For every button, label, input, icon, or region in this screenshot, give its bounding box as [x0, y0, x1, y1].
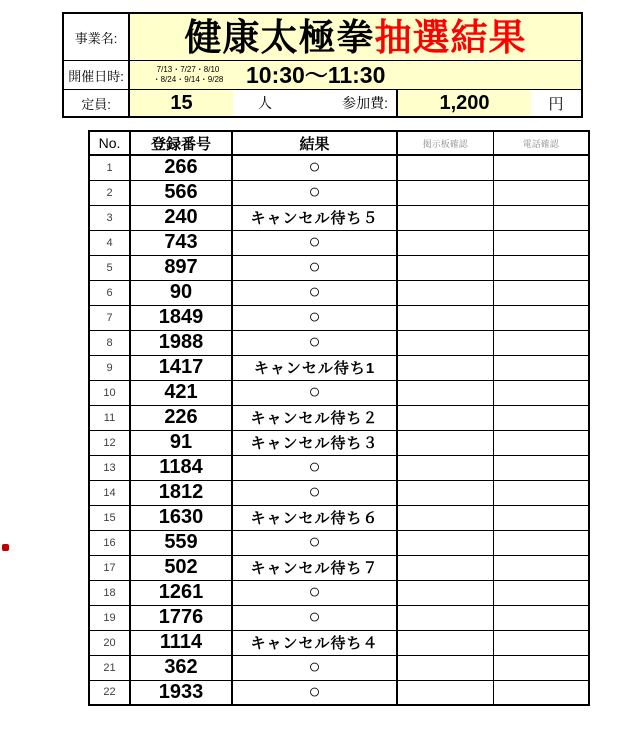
capacity-value: 15 — [130, 90, 233, 116]
result-cell: ○ — [232, 305, 397, 330]
phone-check-cell — [493, 430, 589, 455]
result-cell: ○ — [232, 230, 397, 255]
board-check-cell — [397, 255, 493, 280]
table-row — [89, 280, 589, 305]
row-number-cell: 1 — [89, 155, 130, 180]
row-number-cell: 12 — [89, 430, 130, 455]
row-number-cell: 11 — [89, 405, 130, 430]
registration-number-cell: 266 — [130, 155, 232, 180]
result-cell: ○ — [232, 180, 397, 205]
table-row — [89, 655, 589, 680]
capacity-unit: 人 — [258, 95, 272, 111]
board-check-cell — [397, 630, 493, 655]
board-check-cell — [397, 305, 493, 330]
row-number-cell: 13 — [89, 455, 130, 480]
capacity-fee-row — [64, 89, 581, 116]
table-row — [89, 405, 589, 430]
row-number-cell: 5 — [89, 255, 130, 280]
row-number-cell: 22 — [89, 680, 130, 705]
result-cell: キャンセル待ち1 — [232, 355, 397, 380]
registration-number-cell: 1933 — [130, 680, 232, 705]
board-check-cell — [397, 155, 493, 180]
result-cell: キャンセル待ち３ — [232, 430, 397, 455]
phone-check-cell — [493, 405, 589, 430]
result-cell: ○ — [232, 605, 397, 630]
registration-number-cell: 226 — [130, 405, 232, 430]
table-row — [89, 480, 589, 505]
results-table-body — [89, 155, 589, 705]
phone-check-cell — [493, 680, 589, 705]
table-row — [89, 155, 589, 180]
capacity-fee-cell — [130, 90, 581, 116]
board-check-cell — [397, 480, 493, 505]
registration-number-cell: 1184 — [130, 455, 232, 480]
board-check-cell — [397, 180, 493, 205]
table-row — [89, 505, 589, 530]
row-number-cell: 7 — [89, 305, 130, 330]
column-header-phone: 電話確認 — [493, 131, 589, 155]
table-row — [89, 305, 589, 330]
business-name-row — [64, 14, 581, 60]
results-table — [88, 130, 590, 706]
table-row — [89, 680, 589, 705]
board-check-cell — [397, 380, 493, 405]
phone-check-cell — [493, 255, 589, 280]
table-row — [89, 530, 589, 555]
row-number-cell: 18 — [89, 580, 130, 605]
phone-check-cell — [493, 305, 589, 330]
result-cell: ○ — [232, 530, 397, 555]
table-row — [89, 355, 589, 380]
capacity-label: 定員: — [64, 90, 130, 116]
phone-check-cell — [493, 380, 589, 405]
board-check-cell — [397, 280, 493, 305]
phone-check-cell — [493, 355, 589, 380]
registration-number-cell: 502 — [130, 555, 232, 580]
phone-check-cell — [493, 155, 589, 180]
phone-check-cell — [493, 655, 589, 680]
session-time: 10:30〜11:30 — [246, 61, 386, 88]
board-check-cell — [397, 580, 493, 605]
phone-check-cell — [493, 530, 589, 555]
session-dates — [136, 65, 240, 85]
phone-check-cell — [493, 555, 589, 580]
phone-check-cell — [493, 605, 589, 630]
row-number-cell: 20 — [89, 630, 130, 655]
phone-check-cell — [493, 180, 589, 205]
board-check-cell — [397, 205, 493, 230]
registration-number-cell: 421 — [130, 380, 232, 405]
result-cell: ○ — [232, 280, 397, 305]
result-cell: ○ — [232, 380, 397, 405]
phone-check-cell — [493, 280, 589, 305]
table-row — [89, 205, 589, 230]
phone-check-cell — [493, 480, 589, 505]
registration-number-cell: 90 — [130, 280, 232, 305]
results-table-header — [89, 131, 589, 155]
row-number-cell: 10 — [89, 380, 130, 405]
header-row — [89, 131, 589, 155]
result-cell: キャンセル待ち５ — [232, 205, 397, 230]
row-number-cell: 15 — [89, 505, 130, 530]
table-row — [89, 380, 589, 405]
board-check-cell — [397, 355, 493, 380]
phone-check-cell — [493, 230, 589, 255]
result-cell: ○ — [232, 680, 397, 705]
row-number-cell: 9 — [89, 355, 130, 380]
session-dates-line1: 7/13・7/27・8/10 — [156, 65, 220, 74]
table-row — [89, 230, 589, 255]
board-check-cell — [397, 230, 493, 255]
registration-number-cell: 1812 — [130, 480, 232, 505]
row-number-cell: 6 — [89, 280, 130, 305]
phone-check-cell — [493, 630, 589, 655]
board-check-cell — [397, 655, 493, 680]
row-number-cell: 3 — [89, 205, 130, 230]
registration-number-cell: 1417 — [130, 355, 232, 380]
registration-number-cell: 897 — [130, 255, 232, 280]
row-number-cell: 21 — [89, 655, 130, 680]
row-number-cell: 17 — [89, 555, 130, 580]
schedule-cell — [130, 61, 581, 89]
phone-check-cell — [493, 455, 589, 480]
schedule-label: 開催日時: — [64, 61, 130, 89]
phone-check-cell — [493, 505, 589, 530]
table-row — [89, 455, 589, 480]
table-row — [89, 580, 589, 605]
header-info-table — [62, 12, 583, 118]
phone-check-cell — [493, 205, 589, 230]
row-number-cell: 4 — [89, 230, 130, 255]
column-header-board: 掲示板確認 — [397, 131, 493, 155]
registration-number-cell: 1988 — [130, 330, 232, 355]
event-title-main: 健康太極拳 — [184, 16, 375, 58]
phone-check-cell — [493, 330, 589, 355]
result-cell: ○ — [232, 330, 397, 355]
result-cell: キャンセル待ち２ — [232, 405, 397, 430]
red-margin-dot — [2, 544, 9, 551]
board-check-cell — [397, 330, 493, 355]
registration-number-cell: 362 — [130, 655, 232, 680]
board-check-cell — [397, 680, 493, 705]
result-cell: キャンセル待ち６ — [232, 505, 397, 530]
session-dates-line2: ・8/24・9/14・9/28 — [152, 75, 224, 84]
row-number-cell: 2 — [89, 180, 130, 205]
registration-number-cell: 1630 — [130, 505, 232, 530]
registration-number-cell: 1114 — [130, 630, 232, 655]
board-check-cell — [397, 605, 493, 630]
result-cell: ○ — [232, 580, 397, 605]
board-check-cell — [397, 405, 493, 430]
business-name-label: 事業名: — [64, 14, 130, 60]
row-number-cell: 8 — [89, 330, 130, 355]
result-cell: ○ — [232, 655, 397, 680]
fee-unit: 円 — [548, 95, 564, 113]
result-cell: ○ — [232, 155, 397, 180]
event-title-accent: 抽選結果 — [374, 16, 527, 58]
row-number-cell: 19 — [89, 605, 130, 630]
result-cell: キャンセル待ち４ — [232, 630, 397, 655]
table-row — [89, 330, 589, 355]
result-cell: キャンセル待ち７ — [232, 555, 397, 580]
column-header-result: 結果 — [232, 131, 397, 155]
event-title-cell — [130, 14, 581, 60]
result-cell: ○ — [232, 480, 397, 505]
row-number-cell: 16 — [89, 530, 130, 555]
schedule-row — [64, 60, 581, 89]
column-header-no: No. — [89, 131, 130, 155]
board-check-cell — [397, 430, 493, 455]
fee-value: 1,200 — [396, 90, 531, 116]
board-check-cell — [397, 505, 493, 530]
table-row — [89, 605, 589, 630]
board-check-cell — [397, 555, 493, 580]
row-number-cell: 14 — [89, 480, 130, 505]
table-row — [89, 180, 589, 205]
phone-check-cell — [493, 580, 589, 605]
result-cell: ○ — [232, 255, 397, 280]
table-row — [89, 430, 589, 455]
registration-number-cell: 1849 — [130, 305, 232, 330]
registration-number-cell: 91 — [130, 430, 232, 455]
column-header-reg: 登録番号 — [130, 131, 232, 155]
table-row — [89, 255, 589, 280]
registration-number-cell: 559 — [130, 530, 232, 555]
registration-number-cell: 566 — [130, 180, 232, 205]
table-row — [89, 630, 589, 655]
board-check-cell — [397, 455, 493, 480]
board-check-cell — [397, 530, 493, 555]
registration-number-cell: 1776 — [130, 605, 232, 630]
registration-number-cell: 1261 — [130, 580, 232, 605]
fee-label: 参加費: — [342, 95, 388, 111]
result-cell: ○ — [232, 455, 397, 480]
registration-number-cell: 240 — [130, 205, 232, 230]
table-row — [89, 555, 589, 580]
registration-number-cell: 743 — [130, 230, 232, 255]
